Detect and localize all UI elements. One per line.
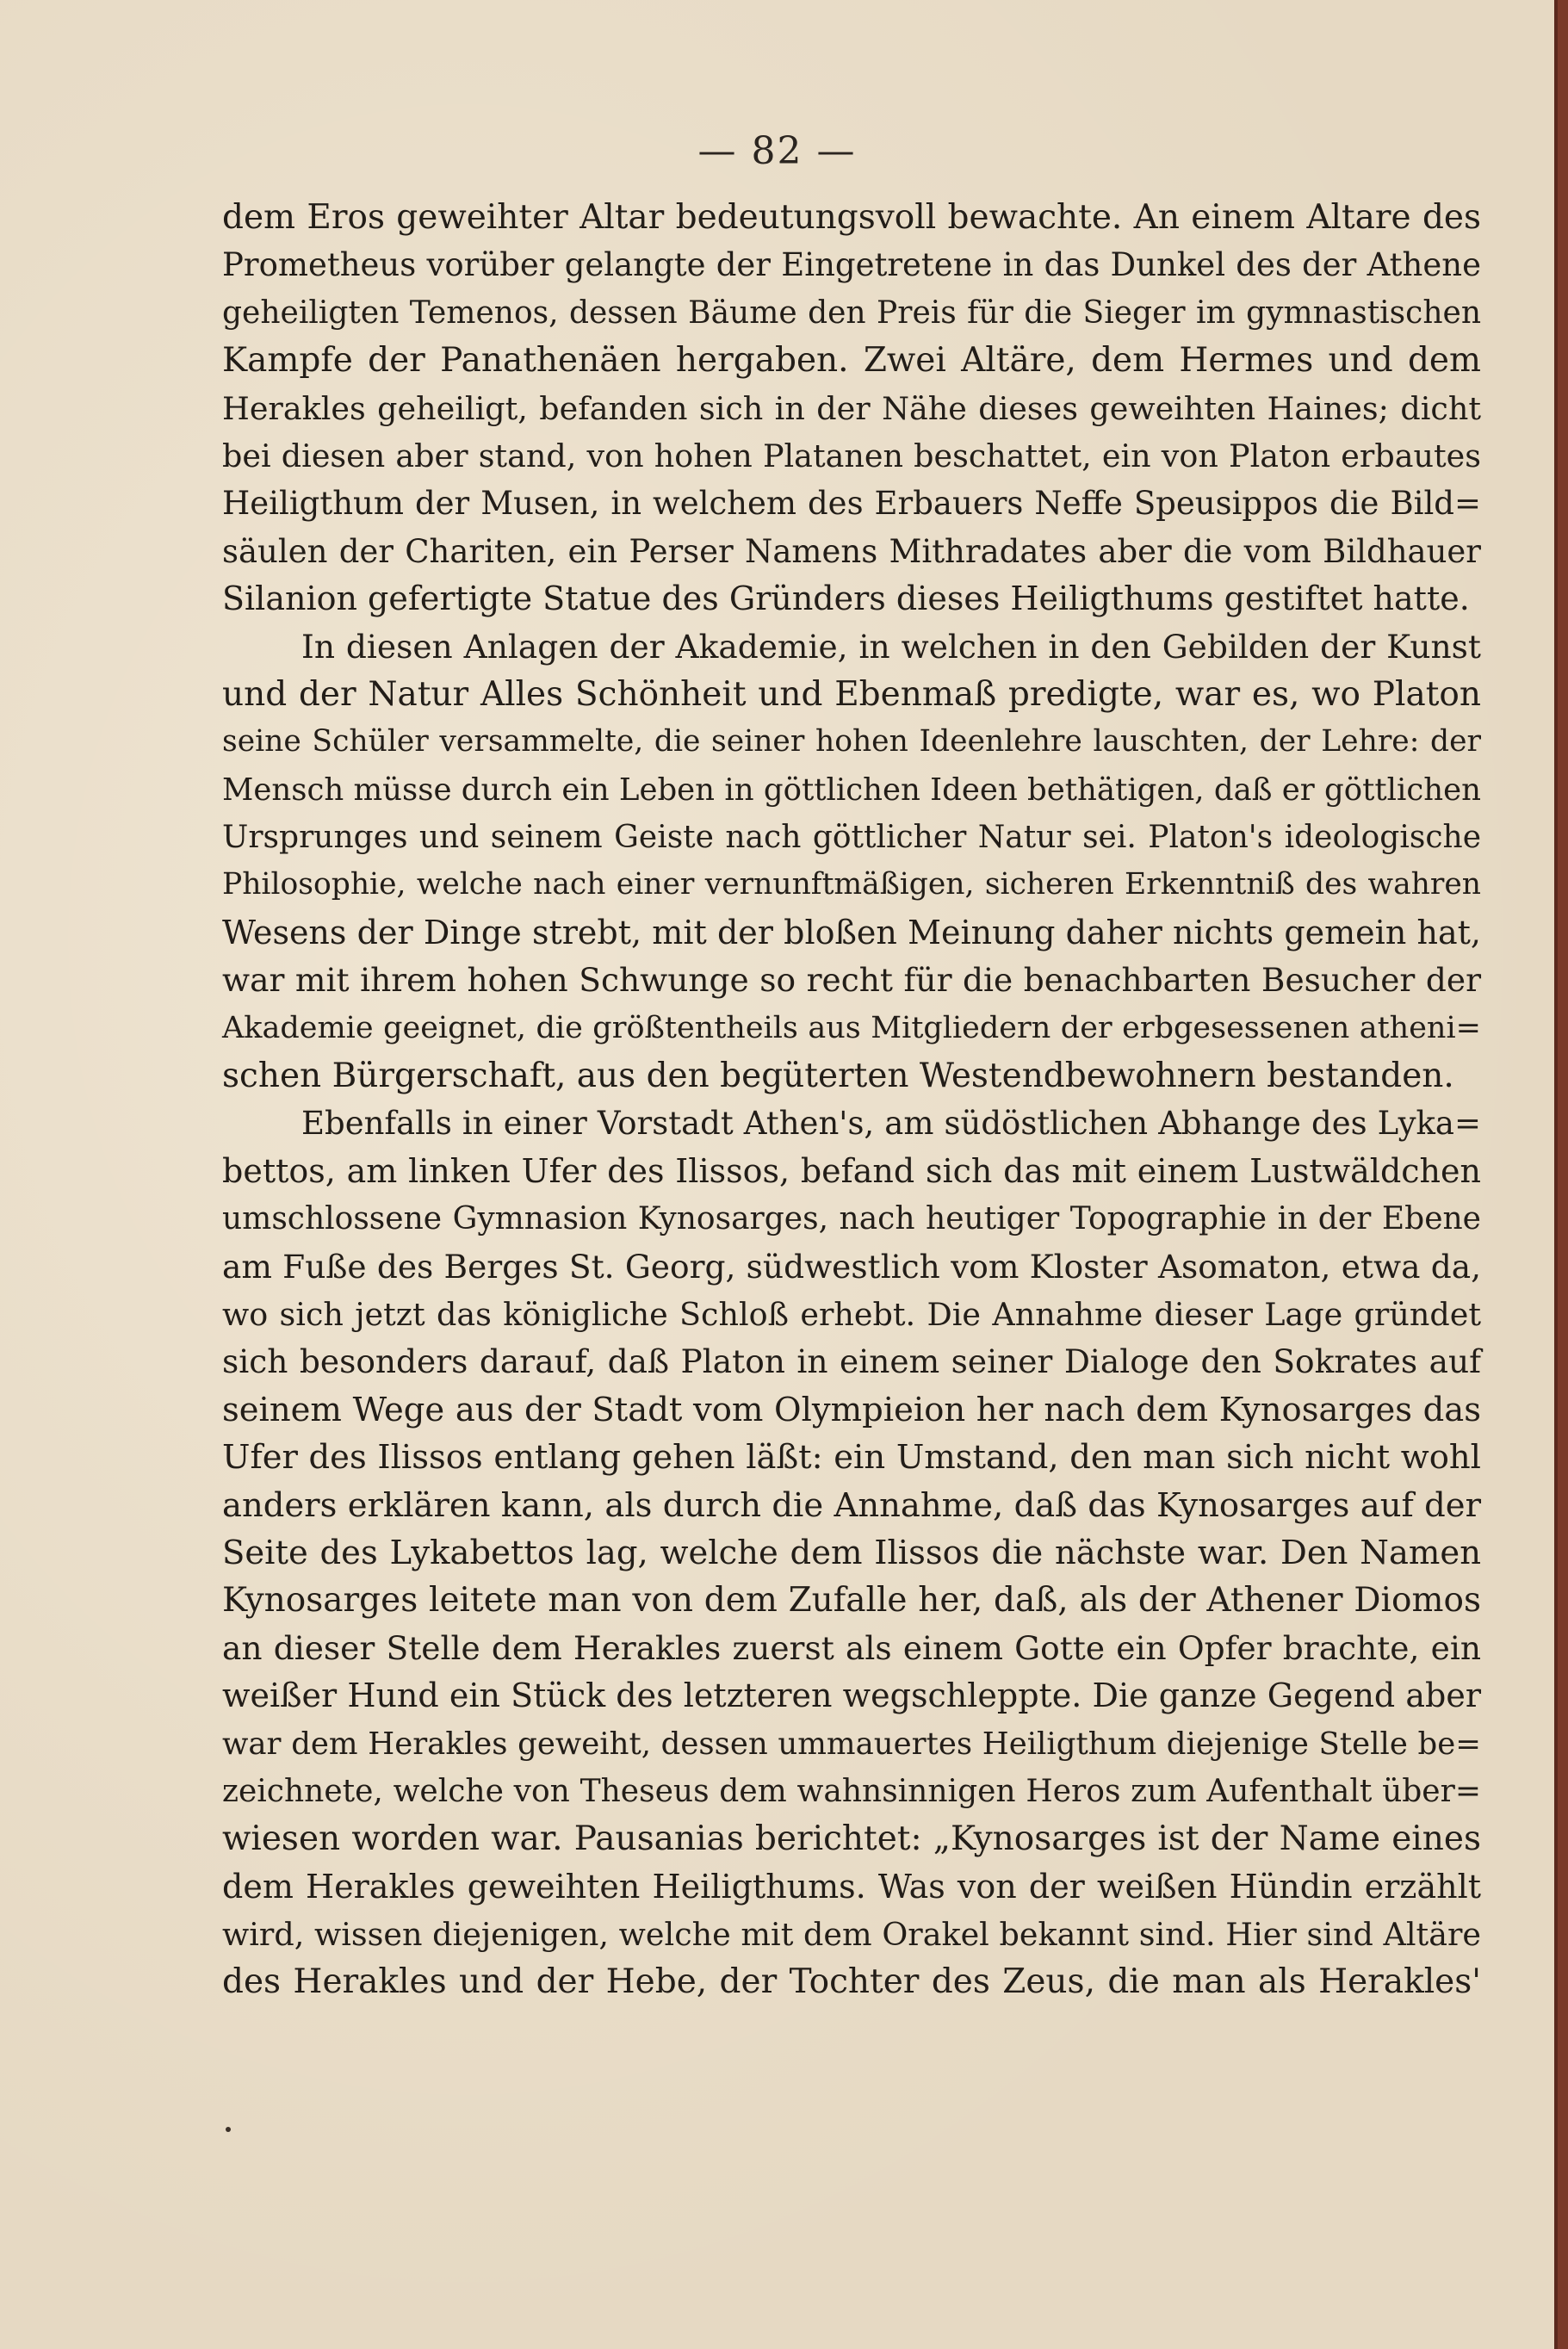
text-line: Philosophie, welche nach einer vernunftmäßigen, sicheren Erkenntniß des wahren	[222, 867, 1481, 902]
text-line: säulen der Chariten, ein Perser Namens Mithradates aber die vom Bildhauer	[222, 532, 1481, 570]
text-line: Silanion gefertigte Statue des Gründers dieses Heiligthums gestiftet hatte.	[222, 580, 1470, 618]
text-line: umschlossene Gymnasion Kynosarges, nach heutiger Topographie in der Ebene	[222, 1201, 1481, 1237]
page-number: — 82 —	[697, 129, 857, 173]
text-line: wo sich jetzt das königliche Schloß erhebt. Die Annahme dieser Lage gründet	[222, 1295, 1481, 1333]
text-line: des Herakles und der Hebe, der Tochter des Zeus, die man als Herakles'	[222, 1962, 1481, 2002]
text-line: dem Eros geweihter Altar bedeutungsvoll bewachte. An einem Altare des	[222, 198, 1481, 237]
text-line: wird, wissen diejenigen, welche mit dem Orakel bekannt sind. Hier sind Altäre	[222, 1916, 1481, 1954]
text-line: seinem Wege aus der Stadt vom Olympieion her nach dem Kynosarges das	[222, 1390, 1481, 1429]
text-line: Akademie geeignet, die größtentheils aus Mitgliedern der erbgesessenen atheni=	[222, 1010, 1481, 1045]
text-line: Ursprunges und seinem Geiste nach göttlicher Natur sei. Platon's ideologische	[222, 820, 1481, 856]
text-line: war mit ihrem hohen Schwunge so recht für die benachbarten Besucher der	[222, 961, 1481, 1000]
text-line: wiesen worden war. Pausanias berichtet: „Kynosarges ist der Name eines	[222, 1819, 1481, 1859]
text-line: bettos, am linken Ufer des Ilissos, befand sich das mit einem Lustwäldchen	[222, 1151, 1481, 1190]
text-line: dem Herakles geweihten Heiligthums. Was von der weißen Hündin erzählt	[222, 1867, 1481, 1906]
text-line: am Fuße des Berges St. Georg, südwestlich vom Kloster Asomaton, etwa da,	[222, 1247, 1481, 1286]
text-line: weißer Hund ein Stück des letzteren wegschleppte. Die ganze Gegend aber	[222, 1677, 1481, 1715]
text-line: und der Natur Alles Schönheit und Ebenmaß predigte, war es, wo Platon	[222, 674, 1481, 714]
text-line: Wesens der Dinge strebt, mit der bloßen Meinung daher nichts gemein hat,	[222, 913, 1481, 951]
ink-speck	[226, 2127, 231, 2132]
text-line: Kampfe der Panathenäen hergaben. Zwei Altäre, dem Hermes und dem	[222, 341, 1481, 381]
text-line: Seite des Lykabettos lag, welche dem Ilissos die nächste war. Den Namen	[222, 1533, 1481, 1572]
text-line: zeichnete, welche von Theseus dem wahnsinnigen Heros zum Aufenthalt über=	[222, 1773, 1481, 1809]
text-line: Heiligthum der Musen, in welchem des Erbauers Neffe Speusippos die Bild=	[222, 485, 1481, 523]
text-line: bei diesen aber stand, von hohen Platanen beschattet, ein von Platon erbautes	[222, 437, 1481, 474]
text-line: Ufer des Ilissos entlang gehen läßt: ein Umstand, den man sich nicht wohl	[222, 1438, 1481, 1478]
text-line: Kynosarges leitete man von dem Zufalle her, daß, als der Athener Diomos	[222, 1581, 1481, 1621]
paragraph-first-line: Ebenfalls in einer Vorstadt Athen's, am südöstlichen Abhange des Lyka=	[301, 1105, 1481, 1143]
text-line: seine Schüler versammelte, die seiner hohen Ideenlehre lauschten, der Lehre: der	[222, 724, 1481, 759]
text-line: an dieser Stelle dem Herakles zuerst als einem Gotte ein Opfer brachte, ein	[222, 1628, 1481, 1667]
text-line: sich besonders darauf, daß Platon in einem seiner Dialoge den Sokrates auf	[222, 1342, 1481, 1381]
text-line: geheiligten Temenos, dessen Bäume den Preis für die Sieger im gymnastischen	[222, 294, 1481, 331]
body-text	[222, 194, 1481, 2006]
text-line: Prometheus vorüber gelangte der Eingetretene in das Dunkel des der Athene	[222, 246, 1481, 284]
text-line: schen Bürgerschaft, aus den begüterten Westendbewohnern bestanden.	[222, 1057, 1454, 1096]
text-line: Herakles geheiligt, befanden sich in der Nähe dieses geweihten Haines; dicht	[222, 389, 1481, 427]
text-line: anders erklären kann, als durch die Annahme, daß das Kynosarges auf der	[222, 1485, 1481, 1525]
paragraph-first-line: In diesen Anlagen der Akademie, in welchen in den Gebilden der Kunst	[301, 627, 1481, 666]
text-line: war dem Herakles geweiht, dessen ummauertes Heiligthum diejenige Stelle be=	[222, 1726, 1481, 1762]
text-line: Mensch müsse durch ein Leben in göttlichen Ideen bethätigen, daß er göttlichen	[222, 772, 1481, 808]
